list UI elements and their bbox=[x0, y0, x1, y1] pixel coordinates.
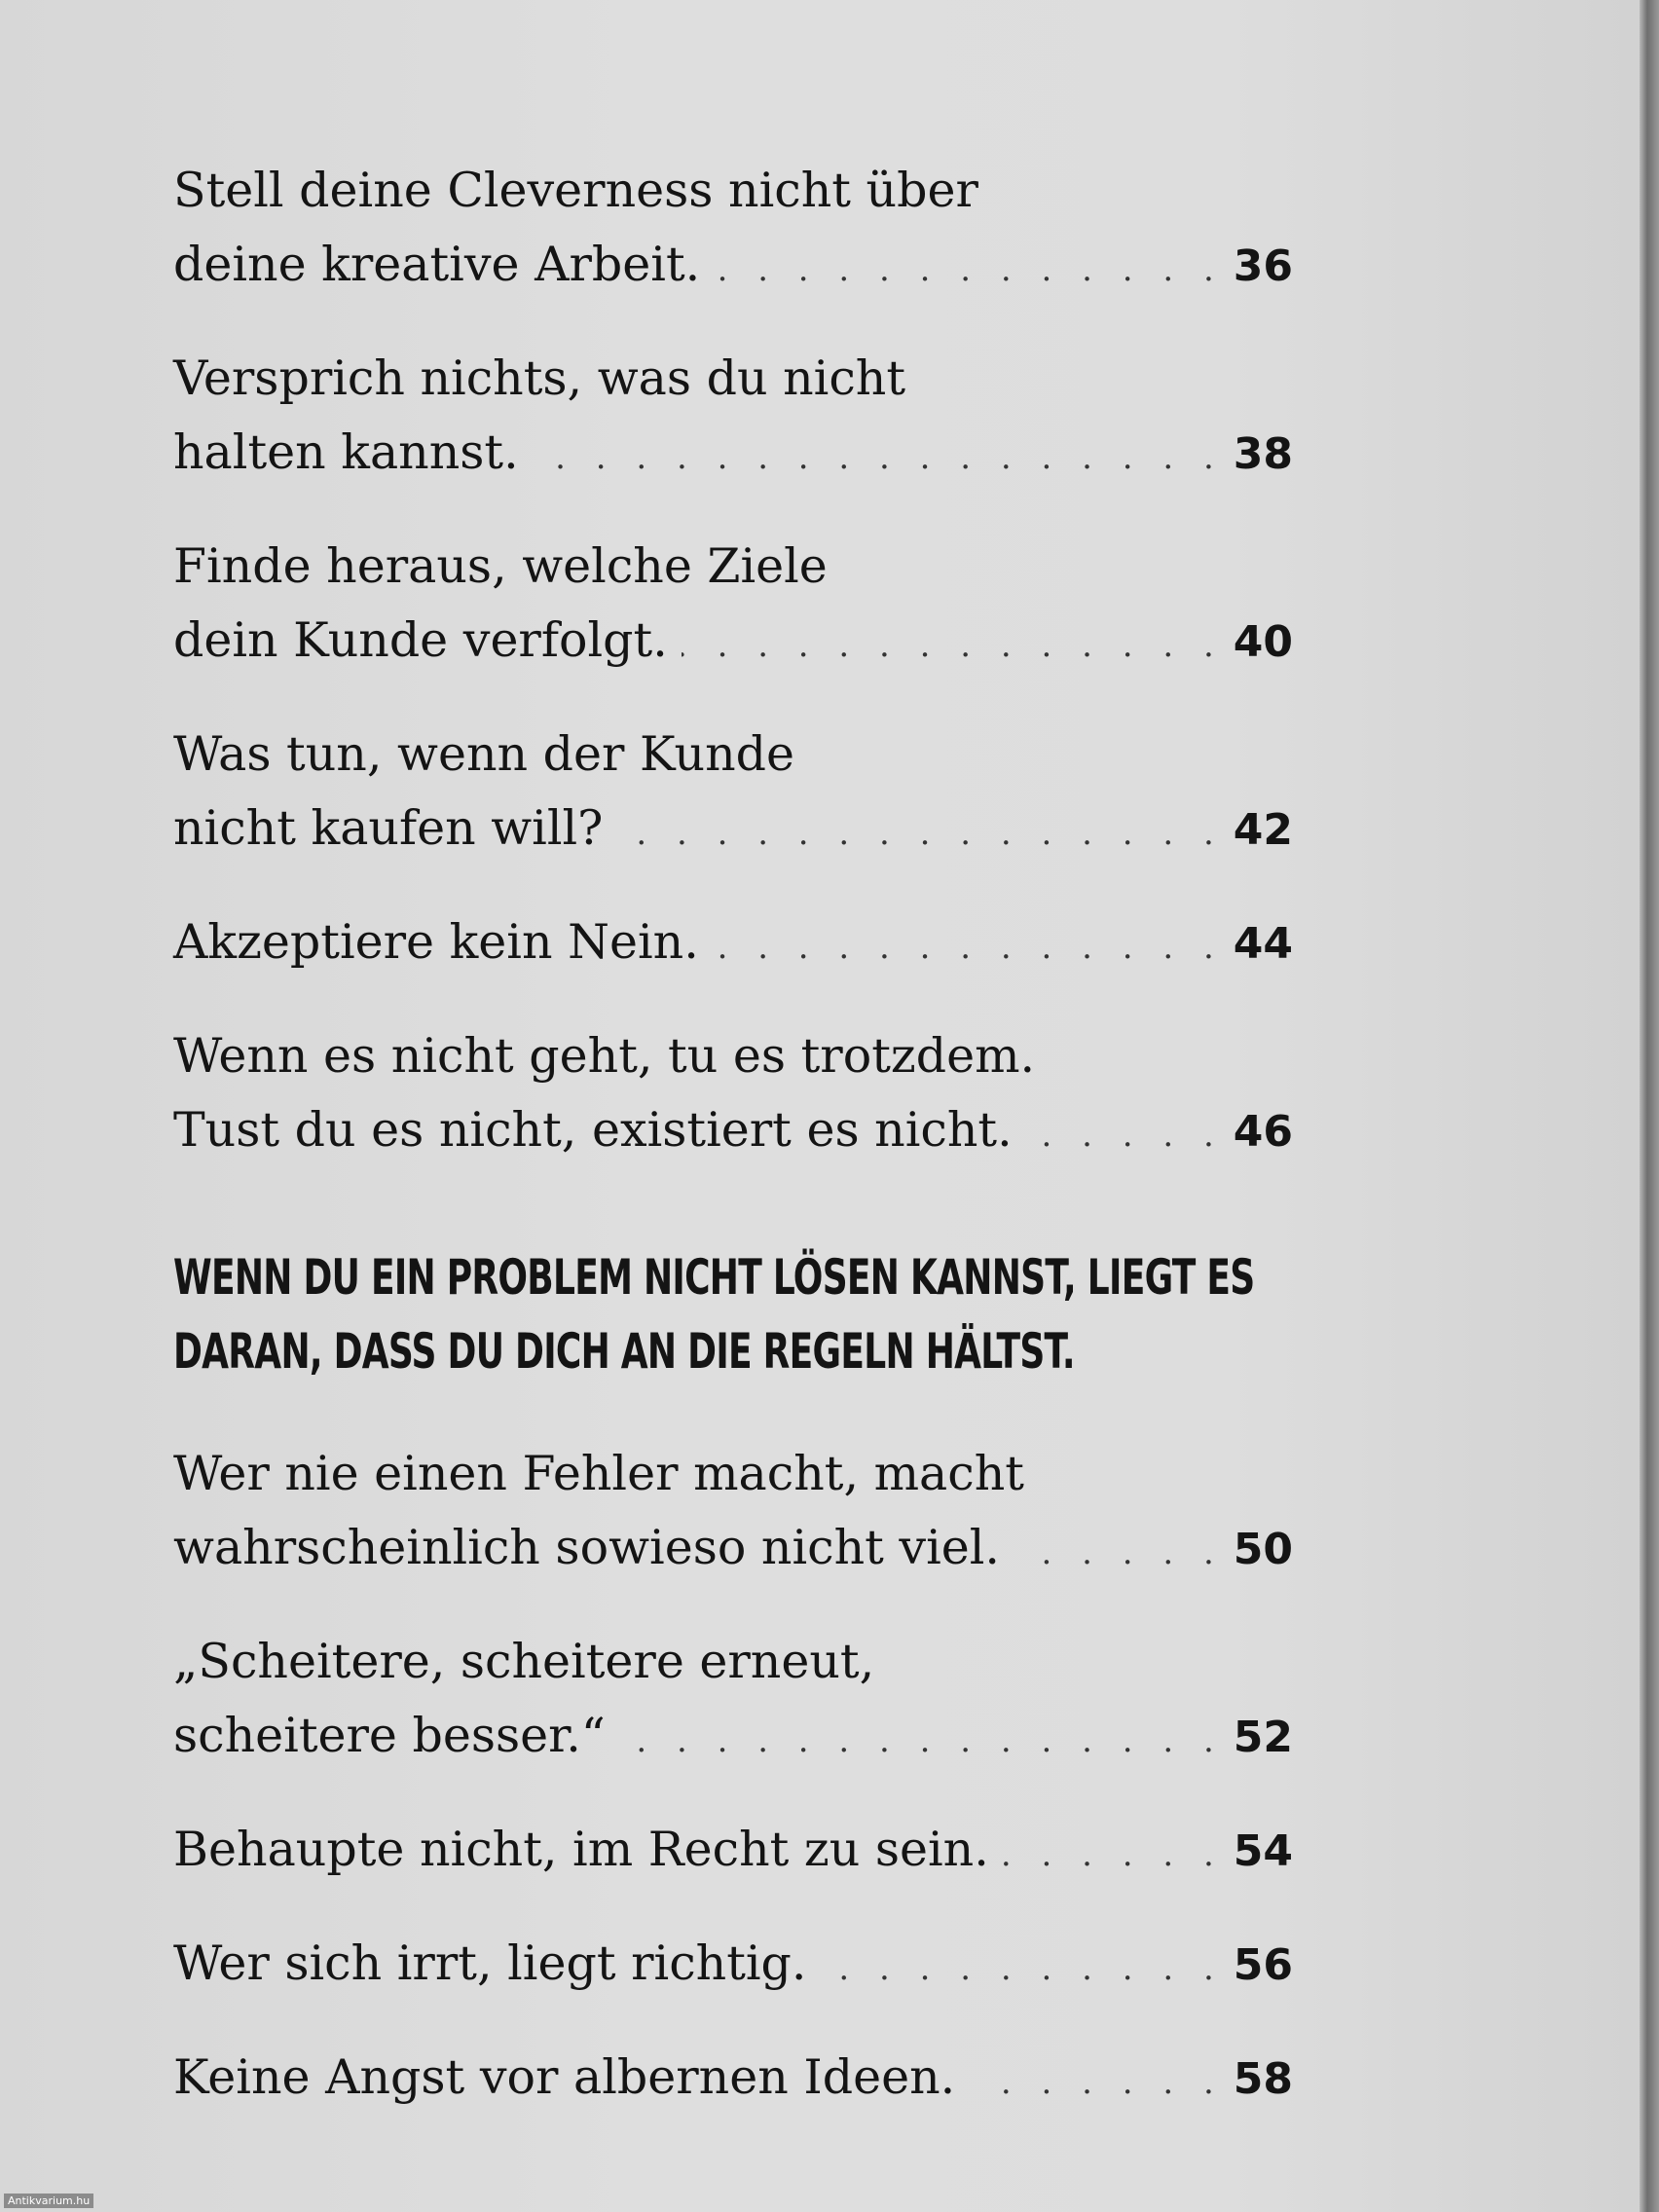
entry-title-line: Wenn es nicht geht, tu es trotzdem. bbox=[173, 1028, 1036, 1084]
page-number: 50 bbox=[1233, 1525, 1293, 1574]
dot-leader bbox=[1026, 1098, 1224, 1172]
toc-entry bbox=[173, 905, 1293, 984]
entry-title-line: Versprich nichts, was du nicht bbox=[173, 350, 906, 406]
entry-title-line: halten kannst. bbox=[173, 424, 519, 480]
page-number: 56 bbox=[1233, 1940, 1293, 1990]
entry-leader-line bbox=[173, 1093, 1293, 1172]
entry-title-line: Finde heraus, welche Ziele bbox=[173, 538, 828, 594]
entry-title-line: dein Kunde verfolgt. bbox=[173, 612, 668, 668]
entry-title-line: Tust du es nicht, existiert es nicht. bbox=[173, 1102, 1013, 1158]
page-edge-shadow bbox=[1640, 0, 1659, 2212]
entry-title-line: Wer nie einen Fehler macht, macht bbox=[173, 1446, 1024, 1501]
toc-entry bbox=[173, 1927, 1293, 2006]
entry-title-line: wahrscheinlich sowieso nicht viel. bbox=[173, 1520, 1001, 1575]
entry-title-line: Akzeptiere kein Nein. bbox=[173, 914, 699, 970]
entry-leader-line bbox=[173, 416, 1293, 495]
dot-leader bbox=[714, 233, 1224, 307]
section-heading bbox=[173, 1240, 1255, 1388]
entry-leader-line bbox=[173, 604, 1293, 682]
entry-title-line: Wer sich irrt, liegt richtig. bbox=[173, 1936, 807, 1991]
entry-leader-line bbox=[173, 1813, 1293, 1892]
page-number: 42 bbox=[1233, 805, 1293, 855]
entry-leader-line bbox=[173, 1699, 1293, 1778]
dot-leader bbox=[821, 1932, 1224, 2006]
page-number: 44 bbox=[1233, 919, 1293, 969]
page-number: 52 bbox=[1233, 1713, 1293, 1762]
entry-title-line: deine kreative Arbeit. bbox=[173, 237, 701, 292]
entry-leader-line bbox=[173, 905, 1293, 984]
entry-leader-line bbox=[173, 1511, 1293, 1590]
entry-leader-line bbox=[173, 1927, 1293, 2006]
toc-entry bbox=[173, 1813, 1293, 1892]
toc-entry bbox=[173, 530, 1293, 682]
dot-leader bbox=[713, 910, 1224, 984]
toc-entry bbox=[173, 718, 1293, 870]
toc-entry bbox=[173, 154, 1293, 307]
toc-entry bbox=[173, 2041, 1293, 2120]
page-number: 58 bbox=[1233, 2054, 1293, 2104]
entry-title-line: Was tun, wenn der Kunde bbox=[173, 726, 795, 782]
page-number: 40 bbox=[1233, 617, 1293, 667]
toc-entry bbox=[173, 1437, 1293, 1590]
entry-leader-line bbox=[173, 792, 1293, 870]
toc-entry bbox=[173, 342, 1293, 495]
page-number: 46 bbox=[1233, 1107, 1293, 1157]
dot-leader bbox=[682, 608, 1224, 682]
section-heading-line: DARAN, DASS DU DICH AN DIE REGELN HÄLTST. bbox=[173, 1323, 1075, 1380]
entry-title-line: Behaupte nicht, im Recht zu sein. bbox=[173, 1822, 989, 1877]
page-number: 54 bbox=[1233, 1826, 1293, 1876]
table-of-contents bbox=[173, 154, 1293, 2155]
dot-leader bbox=[1003, 1818, 1224, 1892]
dot-leader bbox=[1014, 1516, 1224, 1590]
page-number: 38 bbox=[1233, 429, 1293, 479]
toc-entry bbox=[173, 1625, 1293, 1778]
dot-leader bbox=[969, 2046, 1224, 2120]
entry-title-line: „Scheitere, scheitere erneut, bbox=[173, 1634, 875, 1689]
watermark: Antikvarium.hu bbox=[4, 2194, 93, 2208]
dot-leader bbox=[616, 796, 1223, 870]
page-number: 36 bbox=[1233, 241, 1293, 291]
entry-title-line: Keine Angst vor albernen Ideen. bbox=[173, 2049, 956, 2105]
dot-leader bbox=[533, 421, 1224, 495]
entry-title-line: nicht kaufen will? bbox=[173, 800, 604, 856]
entry-title-line: Stell deine Cleverness nicht über bbox=[173, 163, 978, 218]
toc-entry bbox=[173, 1019, 1293, 1172]
entry-leader-line bbox=[173, 228, 1293, 307]
entry-leader-line bbox=[173, 2041, 1293, 2120]
section-heading-line: WENN DU EIN PROBLEM NICHT LÖSEN KANNST, LIEGT ES bbox=[173, 1249, 1255, 1306]
dot-leader bbox=[619, 1704, 1224, 1778]
entry-title-line: scheitere besser.“ bbox=[173, 1708, 606, 1763]
